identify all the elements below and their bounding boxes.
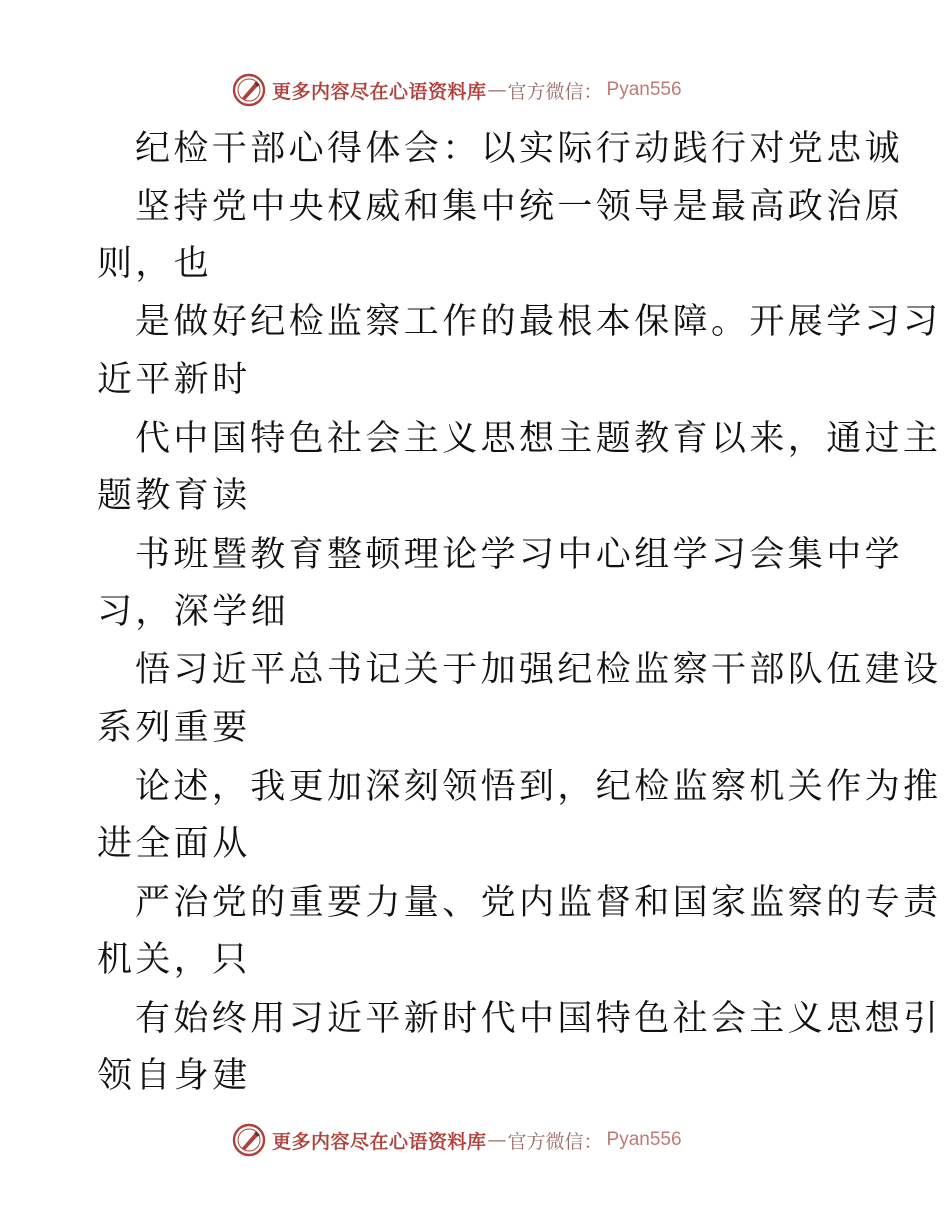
text-line: 习，深学细 <box>97 592 290 632</box>
text-line: 则，也 <box>97 244 213 284</box>
text-line: 论述，我更加深刻领悟到，纪检监察机关作为推 <box>135 767 942 807</box>
pen-seal-logo-icon <box>232 73 266 107</box>
text-line: 进全面从 <box>97 824 251 864</box>
banner-wechat-id: Pyan556 <box>606 79 682 100</box>
footer-banner <box>232 1120 682 1160</box>
text-line: 书班暨教育整顿理论学习中心组学习会集中学 <box>135 535 904 575</box>
header-banner <box>232 70 682 110</box>
text-line: 题教育读 <box>97 476 251 516</box>
banner-dash: — <box>487 79 507 101</box>
banner-wechat-id: Pyan556 <box>606 1129 682 1150</box>
text-line: 近平新时 <box>97 360 251 400</box>
banner-colon: ： <box>583 80 603 103</box>
banner-main-text: 更多内容尽在心语资料库 <box>272 80 487 103</box>
banner-colon: ： <box>583 1130 603 1153</box>
text-line: 坚持党中央权威和集中统一领导是最高政治原 <box>135 187 904 227</box>
text-line: 悟习近平总书记关于加强纪检监察干部队伍建设 <box>135 650 942 690</box>
banner-dash: — <box>487 1129 507 1151</box>
banner-sub-text: 官方微信 <box>507 80 584 103</box>
document-title: 纪检干部心得体会：以实际行动践行对党忠诚 <box>135 129 904 169</box>
text-line: 领自身建 <box>97 1056 251 1096</box>
banner-sub-text: 官方微信 <box>507 1130 584 1153</box>
text-line: 是做好纪检监察工作的最根本保障。开展学习习 <box>135 302 942 342</box>
text-line: 有始终用习近平新时代中国特色社会主义思想引 <box>135 999 942 1039</box>
banner-main-text: 更多内容尽在心语资料库 <box>272 1130 487 1153</box>
text-line: 系列重要 <box>97 708 251 748</box>
text-line: 代中国特色社会主义思想主题教育以来，通过主 <box>135 419 942 459</box>
text-line: 严治党的重要力量、党内监督和国家监察的专责 <box>135 883 942 923</box>
text-line: 机关，只 <box>97 940 251 980</box>
pen-seal-logo-icon <box>232 1123 266 1157</box>
